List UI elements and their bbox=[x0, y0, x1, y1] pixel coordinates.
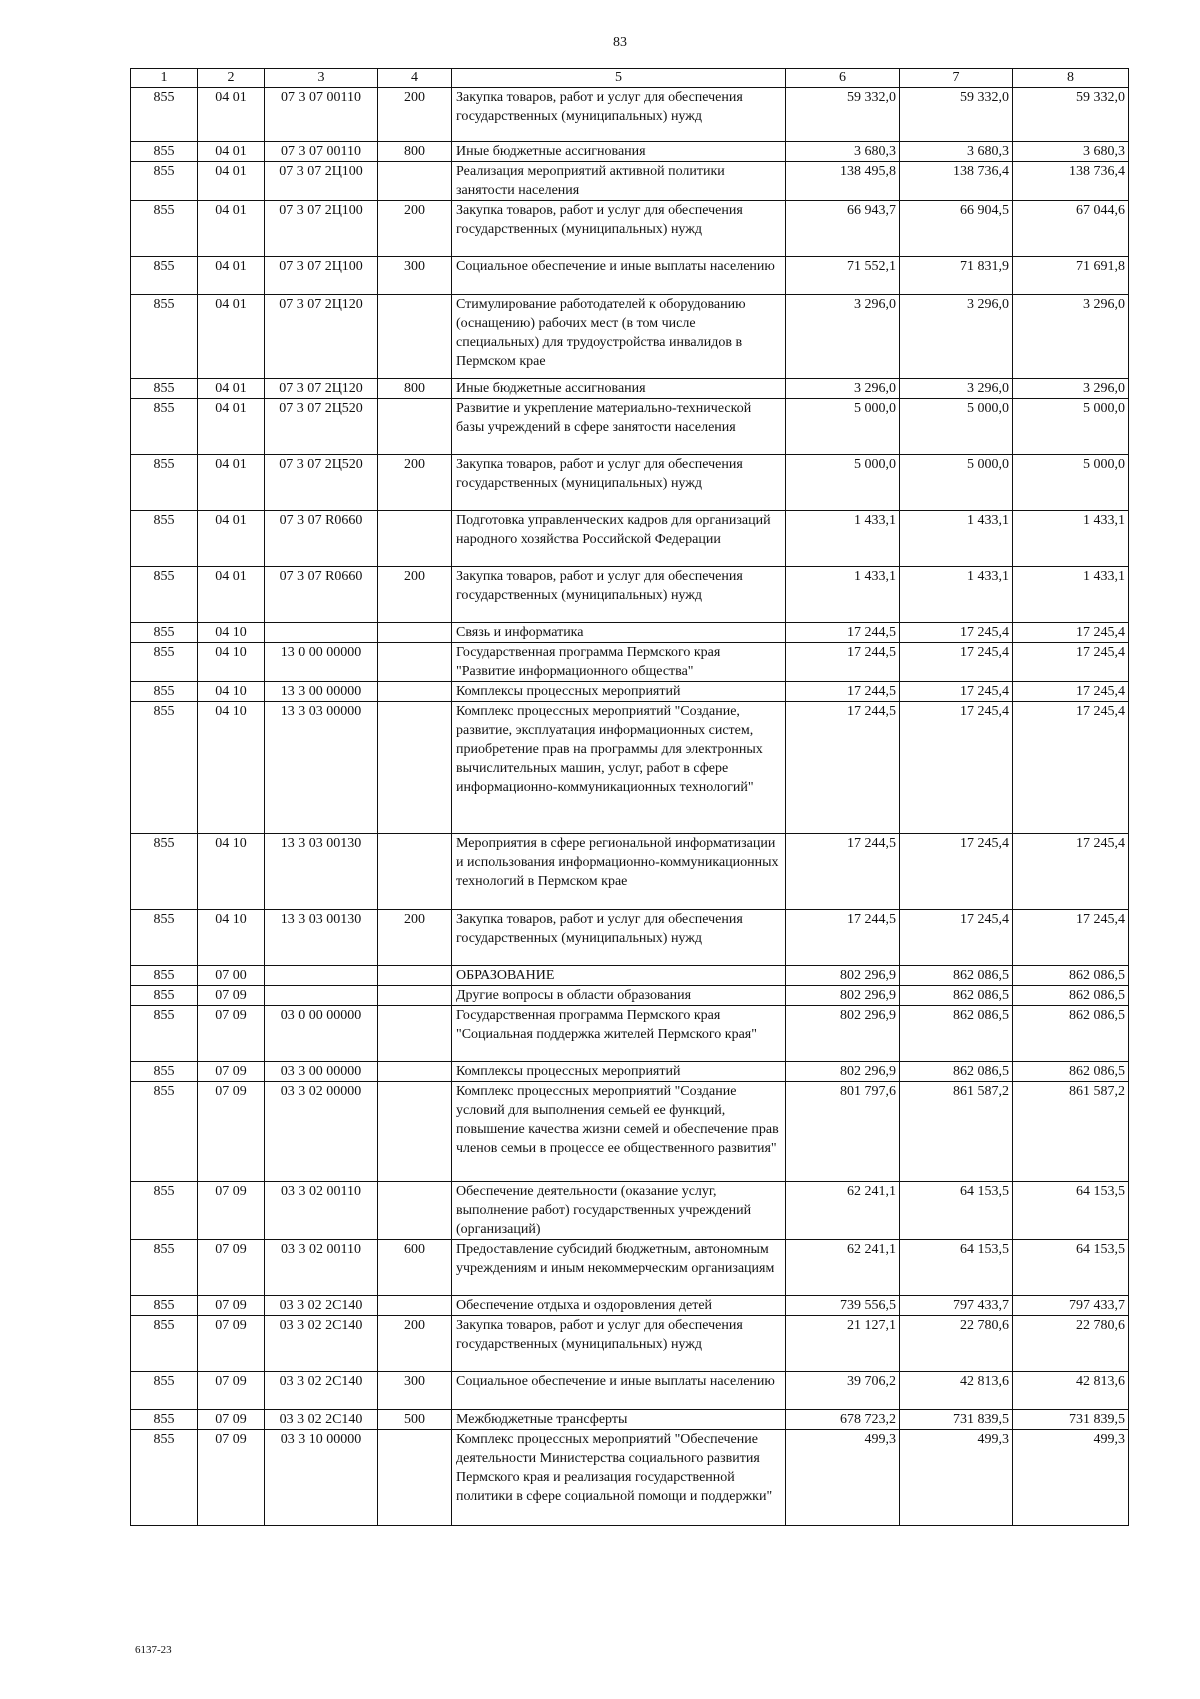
header-col-8: 8 bbox=[1013, 69, 1129, 88]
cell-amount-year-2: 499,3 bbox=[900, 1430, 1013, 1526]
cell-department: 855 bbox=[131, 1182, 198, 1240]
cell-department: 855 bbox=[131, 1316, 198, 1372]
cell-expense-type: 600 bbox=[378, 1240, 452, 1296]
cell-target-article bbox=[265, 966, 378, 986]
cell-amount-year-3: 42 813,6 bbox=[1013, 1372, 1129, 1410]
cell-amount-year-3: 499,3 bbox=[1013, 1430, 1129, 1526]
cell-name: Государственная программа Пермского края "Социальная поддержка жителей Пермского края" bbox=[452, 1006, 786, 1062]
cell-amount-year-3: 3 296,0 bbox=[1013, 295, 1129, 379]
cell-department: 855 bbox=[131, 834, 198, 910]
cell-amount-year-1: 678 723,2 bbox=[786, 1410, 900, 1430]
header-col-7: 7 bbox=[900, 69, 1013, 88]
cell-target-article: 13 3 03 00130 bbox=[265, 910, 378, 966]
cell-target-article: 07 3 07 R0660 bbox=[265, 567, 378, 623]
cell-amount-year-3: 5 000,0 bbox=[1013, 455, 1129, 511]
cell-expense-type: 200 bbox=[378, 1316, 452, 1372]
cell-section: 04 10 bbox=[198, 643, 265, 682]
cell-target-article: 07 3 07 R0660 bbox=[265, 511, 378, 567]
cell-expense-type bbox=[378, 834, 452, 910]
cell-name: Обеспечение отдыха и оздоровления детей bbox=[452, 1296, 786, 1316]
cell-amount-year-3: 17 245,4 bbox=[1013, 834, 1129, 910]
cell-amount-year-2: 59 332,0 bbox=[900, 88, 1013, 142]
table-row bbox=[131, 567, 1129, 623]
cell-name: Развитие и укрепление материально-технической базы учреждений в сфере занятости населения bbox=[452, 399, 786, 455]
cell-expense-type bbox=[378, 1182, 452, 1240]
cell-amount-year-1: 802 296,9 bbox=[786, 1006, 900, 1062]
table-row bbox=[131, 511, 1129, 567]
table-row bbox=[131, 1372, 1129, 1410]
table-row bbox=[131, 1296, 1129, 1316]
cell-expense-type bbox=[378, 702, 452, 834]
cell-target-article: 13 3 00 00000 bbox=[265, 682, 378, 702]
cell-amount-year-1: 17 244,5 bbox=[786, 702, 900, 834]
cell-target-article: 03 3 02 2С140 bbox=[265, 1410, 378, 1430]
cell-amount-year-3: 862 086,5 bbox=[1013, 1062, 1129, 1082]
cell-amount-year-2: 862 086,5 bbox=[900, 1062, 1013, 1082]
page-number: 83 bbox=[613, 35, 627, 50]
cell-section: 04 01 bbox=[198, 201, 265, 257]
cell-target-article: 13 3 03 00000 bbox=[265, 702, 378, 834]
table-row bbox=[131, 986, 1129, 1006]
cell-name: Закупка товаров, работ и услуг для обеспечения государственных (муниципальных) нужд bbox=[452, 1316, 786, 1372]
cell-expense-type: 300 bbox=[378, 1372, 452, 1410]
cell-amount-year-1: 66 943,7 bbox=[786, 201, 900, 257]
cell-amount-year-2: 862 086,5 bbox=[900, 986, 1013, 1006]
cell-amount-year-3: 797 433,7 bbox=[1013, 1296, 1129, 1316]
header-col-4: 4 bbox=[378, 69, 452, 88]
cell-expense-type bbox=[378, 1296, 452, 1316]
cell-target-article: 07 3 07 2Ц520 bbox=[265, 455, 378, 511]
cell-target-article: 03 3 02 2С140 bbox=[265, 1296, 378, 1316]
cell-expense-type bbox=[378, 399, 452, 455]
cell-amount-year-2: 22 780,6 bbox=[900, 1316, 1013, 1372]
table-header bbox=[131, 69, 1129, 88]
cell-target-article: 03 3 02 2С140 bbox=[265, 1316, 378, 1372]
cell-amount-year-1: 5 000,0 bbox=[786, 455, 900, 511]
cell-department: 855 bbox=[131, 966, 198, 986]
cell-expense-type bbox=[378, 1430, 452, 1526]
cell-amount-year-1: 17 244,5 bbox=[786, 910, 900, 966]
header-col-3: 3 bbox=[265, 69, 378, 88]
cell-name: Комплексы процессных мероприятий bbox=[452, 682, 786, 702]
table-row bbox=[131, 1410, 1129, 1430]
table-row bbox=[131, 455, 1129, 511]
cell-target-article: 07 3 07 2Ц100 bbox=[265, 257, 378, 295]
cell-name: Закупка товаров, работ и услуг для обеспечения государственных (муниципальных) нужд bbox=[452, 455, 786, 511]
cell-department: 855 bbox=[131, 511, 198, 567]
cell-amount-year-1: 1 433,1 bbox=[786, 511, 900, 567]
cell-department: 855 bbox=[131, 1240, 198, 1296]
cell-name: Закупка товаров, работ и услуг для обеспечения государственных (муниципальных) нужд bbox=[452, 910, 786, 966]
table-row bbox=[131, 1082, 1129, 1182]
cell-expense-type bbox=[378, 295, 452, 379]
cell-target-article: 03 3 10 00000 bbox=[265, 1430, 378, 1526]
cell-department: 855 bbox=[131, 567, 198, 623]
cell-amount-year-1: 3 680,3 bbox=[786, 142, 900, 162]
header-row bbox=[131, 69, 1129, 88]
cell-department: 855 bbox=[131, 88, 198, 142]
cell-amount-year-3: 862 086,5 bbox=[1013, 966, 1129, 986]
cell-amount-year-3: 862 086,5 bbox=[1013, 986, 1129, 1006]
cell-target-article: 13 3 03 00130 bbox=[265, 834, 378, 910]
cell-name: Мероприятия в сфере региональной информатизации и использования информационно-коммуникационных технологий в Пермском крае bbox=[452, 834, 786, 910]
cell-amount-year-2: 66 904,5 bbox=[900, 201, 1013, 257]
header-col-2: 2 bbox=[198, 69, 265, 88]
cell-amount-year-3: 64 153,5 bbox=[1013, 1240, 1129, 1296]
cell-target-article: 13 0 00 00000 bbox=[265, 643, 378, 682]
cell-amount-year-2: 1 433,1 bbox=[900, 511, 1013, 567]
header-col-1: 1 bbox=[131, 69, 198, 88]
cell-amount-year-2: 861 587,2 bbox=[900, 1082, 1013, 1182]
cell-target-article: 03 3 02 00000 bbox=[265, 1082, 378, 1182]
cell-amount-year-3: 22 780,6 bbox=[1013, 1316, 1129, 1372]
cell-name: Связь и информатика bbox=[452, 623, 786, 643]
table-row bbox=[131, 1240, 1129, 1296]
cell-amount-year-1: 5 000,0 bbox=[786, 399, 900, 455]
cell-amount-year-3: 17 245,4 bbox=[1013, 623, 1129, 643]
cell-department: 855 bbox=[131, 142, 198, 162]
table-row bbox=[131, 1182, 1129, 1240]
cell-amount-year-2: 1 433,1 bbox=[900, 567, 1013, 623]
table-row bbox=[131, 643, 1129, 682]
cell-department: 855 bbox=[131, 379, 198, 399]
cell-name: Подготовка управленческих кадров для организаций народного хозяйства Российской Федерации bbox=[452, 511, 786, 567]
table-row bbox=[131, 966, 1129, 986]
cell-amount-year-3: 5 000,0 bbox=[1013, 399, 1129, 455]
cell-name: Межбюджетные трансферты bbox=[452, 1410, 786, 1430]
cell-department: 855 bbox=[131, 1062, 198, 1082]
cell-amount-year-1: 39 706,2 bbox=[786, 1372, 900, 1410]
cell-section: 07 09 bbox=[198, 1372, 265, 1410]
cell-name: Комплекс процессных мероприятий "Создание, развитие, эксплуатация информационных систем, приобретение прав на программы для электронных вычислительных машин, услуг, работ в сфере информационно-коммуникационных технологий" bbox=[452, 702, 786, 834]
cell-department: 855 bbox=[131, 1372, 198, 1410]
cell-department: 855 bbox=[131, 1296, 198, 1316]
table-row bbox=[131, 1316, 1129, 1372]
cell-section: 04 10 bbox=[198, 910, 265, 966]
cell-name: Реализация мероприятий активной политики занятости населения bbox=[452, 162, 786, 201]
cell-amount-year-2: 64 153,5 bbox=[900, 1182, 1013, 1240]
cell-section: 04 01 bbox=[198, 511, 265, 567]
cell-section: 07 09 bbox=[198, 1006, 265, 1062]
cell-amount-year-3: 17 245,4 bbox=[1013, 702, 1129, 834]
cell-amount-year-1: 802 296,9 bbox=[786, 986, 900, 1006]
cell-amount-year-1: 17 244,5 bbox=[786, 623, 900, 643]
cell-amount-year-1: 739 556,5 bbox=[786, 1296, 900, 1316]
cell-section: 07 09 bbox=[198, 1410, 265, 1430]
cell-expense-type bbox=[378, 1062, 452, 1082]
cell-amount-year-3: 138 736,4 bbox=[1013, 162, 1129, 201]
table-row bbox=[131, 682, 1129, 702]
cell-department: 855 bbox=[131, 643, 198, 682]
cell-section: 04 10 bbox=[198, 623, 265, 643]
table-body bbox=[131, 88, 1129, 1526]
cell-amount-year-2: 797 433,7 bbox=[900, 1296, 1013, 1316]
table-row bbox=[131, 1006, 1129, 1062]
cell-amount-year-2: 17 245,4 bbox=[900, 834, 1013, 910]
cell-amount-year-2: 17 245,4 bbox=[900, 682, 1013, 702]
cell-amount-year-1: 499,3 bbox=[786, 1430, 900, 1526]
cell-amount-year-1: 71 552,1 bbox=[786, 257, 900, 295]
cell-expense-type bbox=[378, 986, 452, 1006]
cell-department: 855 bbox=[131, 295, 198, 379]
cell-amount-year-3: 17 245,4 bbox=[1013, 910, 1129, 966]
cell-section: 04 01 bbox=[198, 455, 265, 511]
cell-expense-type: 300 bbox=[378, 257, 452, 295]
table-row bbox=[131, 1062, 1129, 1082]
cell-name: Социальное обеспечение и иные выплаты населению bbox=[452, 1372, 786, 1410]
cell-amount-year-1: 138 495,8 bbox=[786, 162, 900, 201]
cell-department: 855 bbox=[131, 986, 198, 1006]
cell-amount-year-3: 861 587,2 bbox=[1013, 1082, 1129, 1182]
cell-amount-year-1: 62 241,1 bbox=[786, 1240, 900, 1296]
cell-target-article: 07 3 07 2Ц100 bbox=[265, 162, 378, 201]
cell-expense-type bbox=[378, 682, 452, 702]
cell-expense-type: 200 bbox=[378, 201, 452, 257]
cell-target-article: 03 3 00 00000 bbox=[265, 1062, 378, 1082]
cell-amount-year-2: 42 813,6 bbox=[900, 1372, 1013, 1410]
cell-department: 855 bbox=[131, 257, 198, 295]
cell-name: Закупка товаров, работ и услуг для обеспечения государственных (муниципальных) нужд bbox=[452, 567, 786, 623]
cell-name: Комплекс процессных мероприятий "Обеспечение деятельности Министерства социального развития Пермского края и реализация государственной политики в сфере социальной помощи и поддержки" bbox=[452, 1430, 786, 1526]
cell-department: 855 bbox=[131, 1082, 198, 1182]
cell-amount-year-2: 5 000,0 bbox=[900, 399, 1013, 455]
cell-amount-year-1: 802 296,9 bbox=[786, 966, 900, 986]
table-row bbox=[131, 1430, 1129, 1526]
table-row bbox=[131, 910, 1129, 966]
cell-target-article bbox=[265, 623, 378, 643]
document-code: 6137-23 bbox=[135, 1644, 172, 1656]
cell-section: 04 01 bbox=[198, 567, 265, 623]
cell-amount-year-2: 5 000,0 bbox=[900, 455, 1013, 511]
cell-department: 855 bbox=[131, 910, 198, 966]
cell-expense-type: 200 bbox=[378, 88, 452, 142]
cell-name: Закупка товаров, работ и услуг для обеспечения государственных (муниципальных) нужд bbox=[452, 88, 786, 142]
cell-amount-year-2: 71 831,9 bbox=[900, 257, 1013, 295]
cell-amount-year-2: 862 086,5 bbox=[900, 1006, 1013, 1062]
cell-amount-year-2: 3 680,3 bbox=[900, 142, 1013, 162]
cell-amount-year-2: 3 296,0 bbox=[900, 295, 1013, 379]
cell-amount-year-1: 17 244,5 bbox=[786, 682, 900, 702]
cell-name: ОБРАЗОВАНИЕ bbox=[452, 966, 786, 986]
table-row bbox=[131, 623, 1129, 643]
cell-section: 04 01 bbox=[198, 379, 265, 399]
cell-section: 07 09 bbox=[198, 986, 265, 1006]
cell-amount-year-1: 17 244,5 bbox=[786, 643, 900, 682]
cell-amount-year-1: 21 127,1 bbox=[786, 1316, 900, 1372]
cell-section: 07 09 bbox=[198, 1062, 265, 1082]
cell-amount-year-2: 17 245,4 bbox=[900, 702, 1013, 834]
cell-amount-year-3: 17 245,4 bbox=[1013, 643, 1129, 682]
cell-amount-year-1: 3 296,0 bbox=[786, 379, 900, 399]
cell-section: 07 09 bbox=[198, 1430, 265, 1526]
cell-expense-type: 800 bbox=[378, 379, 452, 399]
cell-expense-type bbox=[378, 1006, 452, 1062]
cell-expense-type: 800 bbox=[378, 142, 452, 162]
cell-name: Другие вопросы в области образования bbox=[452, 986, 786, 1006]
cell-name: Комплекс процессных мероприятий "Создание условий для выполнения семьей ее функций, повышение качества жизни семей и обеспечение прав членов семьи в процессе ее общественного развития" bbox=[452, 1082, 786, 1182]
table-row bbox=[131, 201, 1129, 257]
cell-amount-year-2: 64 153,5 bbox=[900, 1240, 1013, 1296]
table-row bbox=[131, 142, 1129, 162]
cell-target-article: 03 3 02 00110 bbox=[265, 1182, 378, 1240]
cell-section: 04 10 bbox=[198, 682, 265, 702]
cell-name: Стимулирование работодателей к оборудованию (оснащению) рабочих мест (в том числе специальных) для трудоустройства инвалидов в Пермском крае bbox=[452, 295, 786, 379]
cell-department: 855 bbox=[131, 455, 198, 511]
cell-target-article: 07 3 07 2Ц520 bbox=[265, 399, 378, 455]
cell-amount-year-3: 1 433,1 bbox=[1013, 567, 1129, 623]
cell-section: 07 09 bbox=[198, 1240, 265, 1296]
cell-name: Социальное обеспечение и иные выплаты населению bbox=[452, 257, 786, 295]
cell-department: 855 bbox=[131, 1410, 198, 1430]
cell-section: 04 01 bbox=[198, 295, 265, 379]
cell-name: Предоставление субсидий бюджетным, автономным учреждениям и иным некоммерческим организациям bbox=[452, 1240, 786, 1296]
cell-expense-type bbox=[378, 966, 452, 986]
cell-department: 855 bbox=[131, 201, 198, 257]
cell-department: 855 bbox=[131, 1430, 198, 1526]
cell-amount-year-2: 3 296,0 bbox=[900, 379, 1013, 399]
cell-section: 07 00 bbox=[198, 966, 265, 986]
cell-expense-type bbox=[378, 162, 452, 201]
table-row bbox=[131, 162, 1129, 201]
cell-amount-year-1: 1 433,1 bbox=[786, 567, 900, 623]
cell-section: 04 01 bbox=[198, 257, 265, 295]
cell-department: 855 bbox=[131, 682, 198, 702]
table-row bbox=[131, 295, 1129, 379]
cell-name: Комплексы процессных мероприятий bbox=[452, 1062, 786, 1082]
cell-name: Государственная программа Пермского края "Развитие информационного общества" bbox=[452, 643, 786, 682]
cell-name: Иные бюджетные ассигнования bbox=[452, 142, 786, 162]
cell-amount-year-3: 862 086,5 bbox=[1013, 1006, 1129, 1062]
cell-amount-year-3: 3 680,3 bbox=[1013, 142, 1129, 162]
cell-name: Иные бюджетные ассигнования bbox=[452, 379, 786, 399]
cell-target-article: 07 3 07 2Ц100 bbox=[265, 201, 378, 257]
cell-amount-year-1: 17 244,5 bbox=[786, 834, 900, 910]
cell-expense-type: 200 bbox=[378, 910, 452, 966]
cell-department: 855 bbox=[131, 399, 198, 455]
cell-amount-year-3: 17 245,4 bbox=[1013, 682, 1129, 702]
cell-expense-type bbox=[378, 511, 452, 567]
cell-amount-year-3: 731 839,5 bbox=[1013, 1410, 1129, 1430]
cell-target-article: 07 3 07 2Ц120 bbox=[265, 379, 378, 399]
cell-expense-type bbox=[378, 643, 452, 682]
cell-section: 07 09 bbox=[198, 1182, 265, 1240]
cell-amount-year-1: 3 296,0 bbox=[786, 295, 900, 379]
cell-amount-year-3: 67 044,6 bbox=[1013, 201, 1129, 257]
cell-department: 855 bbox=[131, 1006, 198, 1062]
cell-name: Закупка товаров, работ и услуг для обеспечения государственных (муниципальных) нужд bbox=[452, 201, 786, 257]
cell-amount-year-3: 64 153,5 bbox=[1013, 1182, 1129, 1240]
budget-table bbox=[130, 68, 1129, 1526]
cell-section: 07 09 bbox=[198, 1316, 265, 1372]
cell-expense-type: 500 bbox=[378, 1410, 452, 1430]
cell-target-article: 07 3 07 2Ц120 bbox=[265, 295, 378, 379]
cell-section: 04 10 bbox=[198, 834, 265, 910]
cell-expense-type: 200 bbox=[378, 567, 452, 623]
cell-section: 04 01 bbox=[198, 88, 265, 142]
cell-amount-year-2: 138 736,4 bbox=[900, 162, 1013, 201]
cell-department: 855 bbox=[131, 623, 198, 643]
cell-target-article bbox=[265, 986, 378, 1006]
cell-department: 855 bbox=[131, 702, 198, 834]
cell-section: 07 09 bbox=[198, 1296, 265, 1316]
header-col-6: 6 bbox=[786, 69, 900, 88]
cell-amount-year-2: 17 245,4 bbox=[900, 643, 1013, 682]
cell-section: 04 10 bbox=[198, 702, 265, 834]
cell-amount-year-3: 59 332,0 bbox=[1013, 88, 1129, 142]
cell-section: 07 09 bbox=[198, 1082, 265, 1182]
table-row bbox=[131, 399, 1129, 455]
table-row bbox=[131, 702, 1129, 834]
cell-amount-year-1: 802 296,9 bbox=[786, 1062, 900, 1082]
cell-expense-type bbox=[378, 1082, 452, 1182]
cell-amount-year-3: 1 433,1 bbox=[1013, 511, 1129, 567]
cell-target-article: 07 3 07 00110 bbox=[265, 142, 378, 162]
header-col-5: 5 bbox=[452, 69, 786, 88]
cell-amount-year-2: 17 245,4 bbox=[900, 623, 1013, 643]
cell-amount-year-2: 862 086,5 bbox=[900, 966, 1013, 986]
cell-expense-type bbox=[378, 623, 452, 643]
table-row bbox=[131, 379, 1129, 399]
cell-section: 04 01 bbox=[198, 142, 265, 162]
cell-expense-type: 200 bbox=[378, 455, 452, 511]
cell-name: Обеспечение деятельности (оказание услуг, выполнение работ) государственных учреждений (организаций) bbox=[452, 1182, 786, 1240]
table-row bbox=[131, 834, 1129, 910]
cell-amount-year-2: 17 245,4 bbox=[900, 910, 1013, 966]
cell-target-article: 03 3 02 00110 bbox=[265, 1240, 378, 1296]
cell-target-article: 03 0 00 00000 bbox=[265, 1006, 378, 1062]
table-row bbox=[131, 88, 1129, 142]
cell-section: 04 01 bbox=[198, 162, 265, 201]
table-row bbox=[131, 257, 1129, 295]
cell-target-article: 03 3 02 2С140 bbox=[265, 1372, 378, 1410]
cell-section: 04 01 bbox=[198, 399, 265, 455]
cell-amount-year-1: 62 241,1 bbox=[786, 1182, 900, 1240]
cell-amount-year-3: 3 296,0 bbox=[1013, 379, 1129, 399]
cell-amount-year-1: 59 332,0 bbox=[786, 88, 900, 142]
cell-target-article: 07 3 07 00110 bbox=[265, 88, 378, 142]
cell-amount-year-2: 731 839,5 bbox=[900, 1410, 1013, 1430]
cell-amount-year-1: 801 797,6 bbox=[786, 1082, 900, 1182]
cell-amount-year-3: 71 691,8 bbox=[1013, 257, 1129, 295]
cell-department: 855 bbox=[131, 162, 198, 201]
